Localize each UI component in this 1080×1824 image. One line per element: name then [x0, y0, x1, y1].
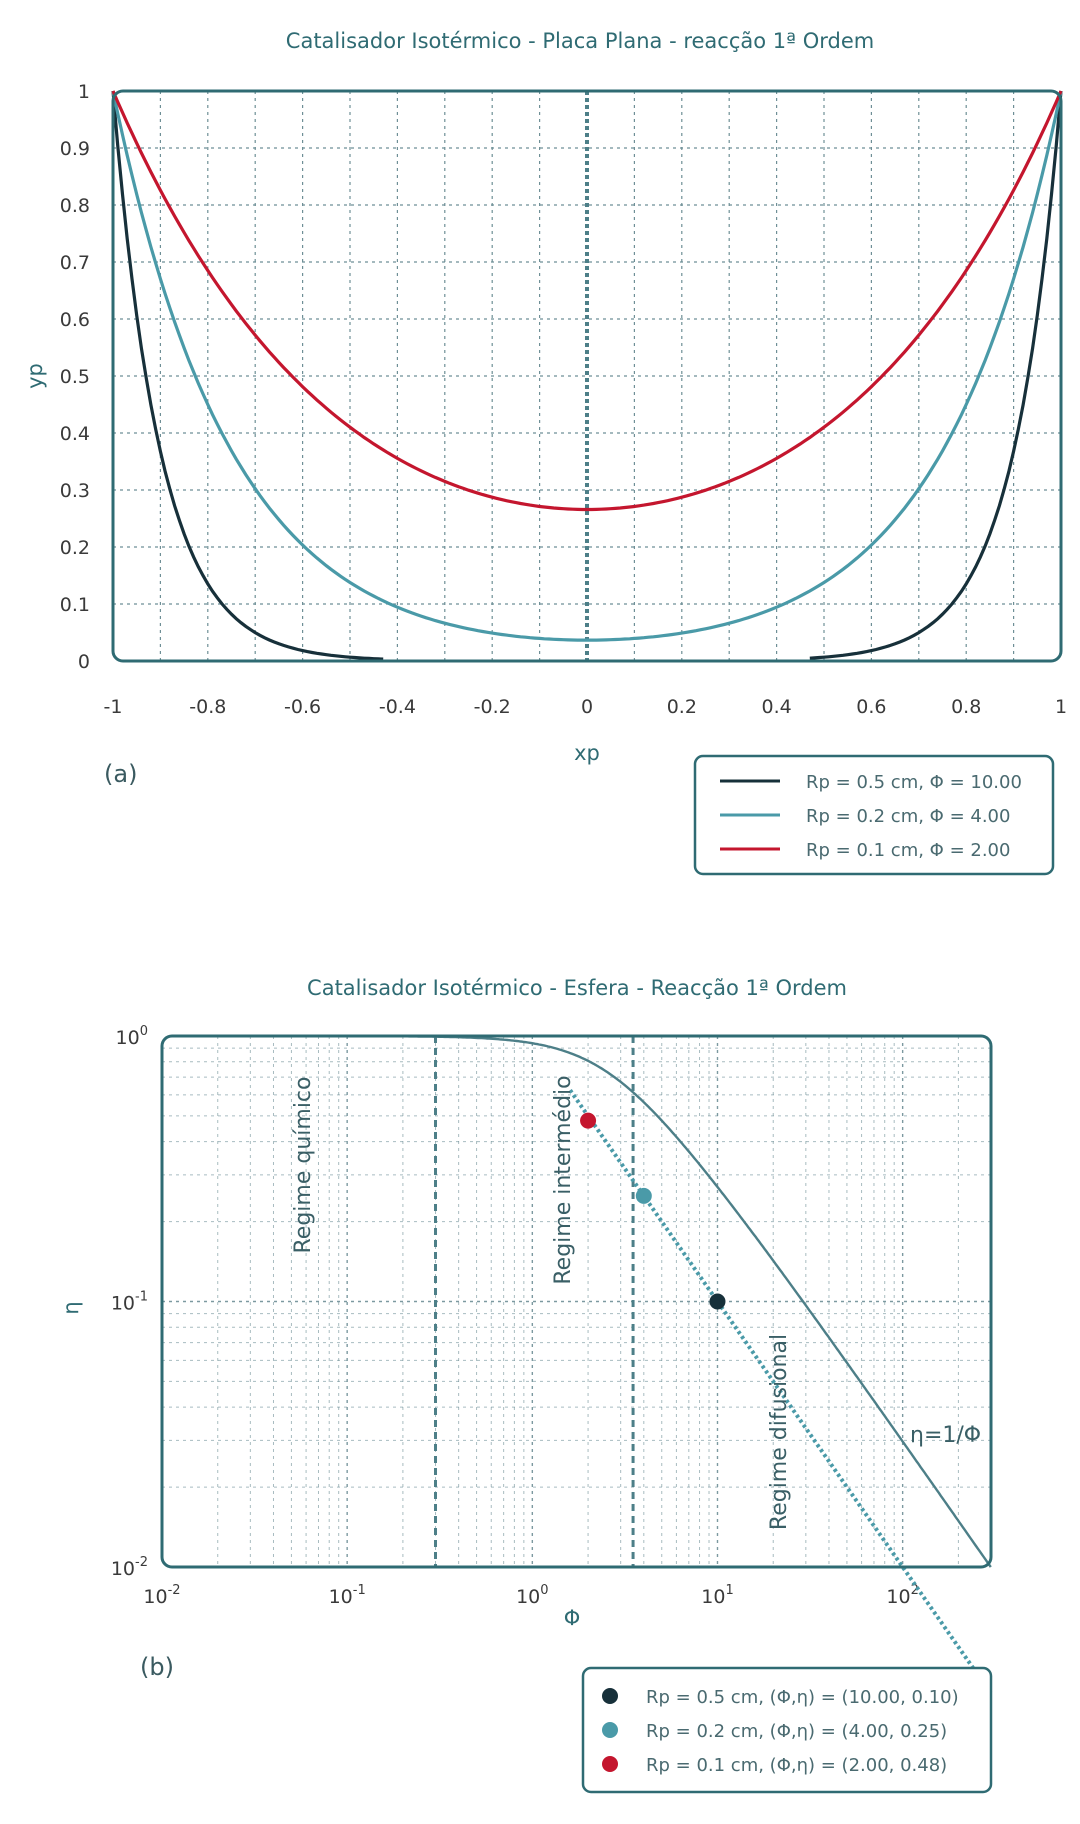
- chart-a-x-ticks: [104, 696, 1068, 718]
- a-xtick-label: 0.4: [761, 696, 792, 718]
- data-point-0: [709, 1294, 725, 1310]
- a-xtick-label: -0.8: [189, 696, 227, 718]
- chart-a-y-ticks: [60, 81, 90, 673]
- chart-b-xlabel: Φ: [563, 1606, 581, 1630]
- series-a-line-2: [113, 91, 1061, 510]
- b-xtick-label: $10^0$: [516, 1583, 549, 1608]
- a-ytick-label: 0.5: [59, 366, 90, 388]
- a-xtick-label: 0.8: [951, 696, 982, 718]
- b-ytick-label: $10^0$: [115, 1024, 148, 1049]
- chart-a-legend: [695, 756, 1053, 874]
- chart-b-x-ticks: [143, 1583, 918, 1608]
- chart-b-y-ticks: [111, 1024, 148, 1580]
- legend-a-entry-0: Rp = 0.5 cm, Φ = 10.00: [806, 772, 1022, 793]
- a-ytick-label: 0.1: [59, 594, 90, 616]
- legend-a-entry-2: Rp = 0.1 cm, Φ = 2.00: [806, 840, 1011, 861]
- a-ytick-label: 0.8: [59, 195, 90, 217]
- chart-b-ylabel: η: [59, 1301, 83, 1315]
- a-ytick-label: 0.4: [59, 423, 90, 445]
- a-ytick-label: 0.9: [59, 138, 90, 160]
- a-xtick-label: -0.6: [284, 696, 322, 718]
- a-ytick-label: 0.3: [59, 480, 90, 502]
- regime-quimico-label: Regime químico: [291, 1076, 316, 1254]
- a-xtick-label: 0.6: [856, 696, 887, 718]
- chart-a-title: Catalisador Isotérmico - Placa Plana - reacção 1ª Ordem: [285, 29, 875, 53]
- data-point-2: [580, 1113, 596, 1129]
- asymptote-label: η=1/Φ: [910, 1423, 982, 1448]
- series-a-line-0-right: [810, 91, 1061, 658]
- a-xtick-label: -1: [103, 696, 123, 718]
- regime-difusional-label: Regime difusional: [767, 1333, 792, 1531]
- legend-b-entry-0: Rp = 0.5 cm, (Φ,η) = (10.00, 0.10): [646, 1687, 959, 1708]
- legend-a-entry-1: Rp = 0.2 cm, Φ = 4.00: [806, 806, 1011, 827]
- chart-b-legend: [583, 1668, 991, 1792]
- chart-a-xlabel: xp: [574, 741, 600, 765]
- chart-a-ylabel: yp: [23, 363, 47, 389]
- a-xtick-label: -0.2: [473, 696, 511, 718]
- a-xtick-label: 0: [580, 696, 594, 718]
- a-xtick-label: -0.4: [378, 696, 416, 718]
- data-point-1: [636, 1188, 652, 1204]
- a-ytick-label: 1: [77, 81, 90, 103]
- regime-intermedio-label: Regime intermédio: [551, 1075, 576, 1285]
- b-xtick-label: $10^{-2}$: [143, 1583, 181, 1608]
- chart-a-panel-label: (a): [104, 760, 138, 788]
- b-ytick-label: $10^{-1}$: [110, 1289, 148, 1315]
- legend-b-marker-1: [602, 1722, 618, 1738]
- a-ytick-label: 0.2: [59, 537, 90, 559]
- a-xtick-label: 0.2: [666, 696, 697, 718]
- chart-a-grid: [113, 91, 1061, 661]
- legend-b-entry-1: Rp = 0.2 cm, (Φ,η) = (4.00, 0.25): [646, 1721, 948, 1742]
- b-xtick-label: $10^1$: [701, 1583, 734, 1608]
- chart-b-title: Catalisador Isotérmico - Esfera - Reacção 1ª Ordem: [307, 976, 847, 1000]
- b-xtick-label: $10^{-1}$: [328, 1583, 366, 1608]
- a-xtick-label: 1: [1054, 696, 1068, 718]
- legend-b-marker-2: [602, 1756, 618, 1772]
- legend-b-entry-2: Rp = 0.1 cm, (Φ,η) = (2.00, 0.48): [646, 1755, 948, 1776]
- chart-b-panel-label: (b): [140, 1653, 174, 1681]
- a-ytick-label: 0.7: [59, 252, 90, 274]
- a-ytick-label: 0: [77, 651, 90, 673]
- legend-b-marker-0: [602, 1688, 618, 1704]
- b-ytick-label: $10^{-2}$: [110, 1555, 148, 1580]
- chart-b-grid: [162, 1036, 991, 1567]
- a-ytick-label: 0.6: [59, 309, 90, 331]
- b-xtick-label: $10^2$: [886, 1583, 919, 1608]
